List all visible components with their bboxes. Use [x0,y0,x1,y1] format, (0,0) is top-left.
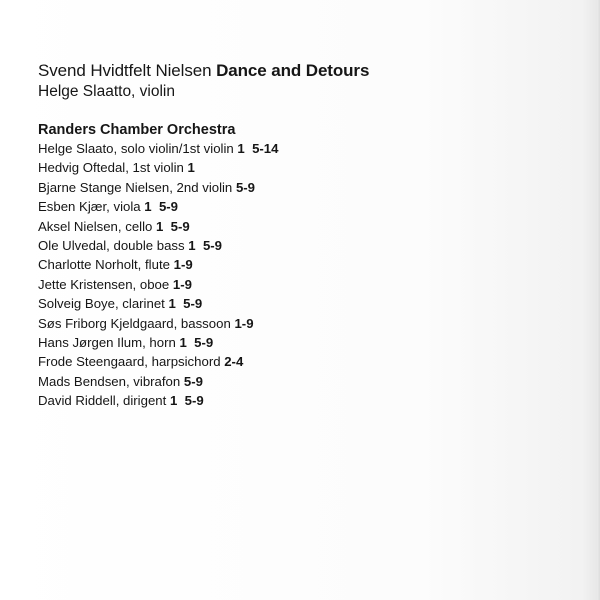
player-role: Aksel Nielsen, cello [38,218,153,234]
player-role: Frode Steengaard, harpsichord [38,354,221,370]
player-role: Charlotte Norholt, flute [38,257,170,273]
ensemble-name: Randers Chamber Orchestra [38,122,236,138]
track-numbers: 5-9 [183,373,203,389]
track-numbers: 1 5-9 [169,393,204,409]
player-role: David Riddell, dirigent [38,393,167,409]
track-numbers: 1 5-9 [168,296,203,312]
list-item [38,217,278,236]
list-item [38,236,278,255]
track-numbers: 1-9 [172,276,192,292]
list-item [38,314,278,333]
track-numbers: 1 5-9 [179,334,214,350]
list-item [38,333,278,352]
track-numbers: 1-9 [234,315,254,331]
track-numbers: 1 5-9 [144,199,179,215]
player-role: Mads Bendsen, vibrafon [38,373,181,389]
player-role: Solveig Boye, clarinet [38,296,165,312]
player-role: Bjarne Stange Nielsen, 2nd violin [38,179,233,195]
title-line [38,60,369,82]
list-item [38,139,278,158]
list-item [38,372,278,391]
track-numbers: 2-4 [224,354,244,370]
list-item [38,294,278,313]
player-role: Ole Ulvedal, double bass [38,237,185,253]
list-item [38,158,278,177]
list-item [38,255,278,274]
player-role: Helge Slaato, solo violin/1st violin [38,141,234,156]
work-title: Dance and Detours [216,61,370,80]
soloist: Helge Slaatto, violin [38,83,175,100]
player-role: Esben Kjær, viola [38,199,141,215]
list-item [38,178,278,197]
player-role: Hedvig Oftedal, 1st violin [38,160,184,176]
roster-list [38,139,278,410]
player-role: Søs Friborg Kjeldgaard, bassoon [38,315,231,331]
player-role: Jette Kristensen, oboe [38,276,170,292]
player-role: Hans Jørgen Ilum, horn [38,334,176,350]
track-numbers: 5-9 [235,179,256,195]
list-item [38,197,278,216]
track-numbers: 1 5-9 [156,218,190,234]
track-numbers: 1-9 [173,257,193,273]
track-numbers: 1 5-14 [237,141,279,156]
track-numbers: 1 [187,160,195,176]
header [38,60,369,102]
list-item [38,275,278,294]
list-item [38,352,278,371]
list-item [38,391,278,410]
composer-name: Svend Hvidtfelt Nielsen [38,61,212,80]
track-numbers: 1 5-9 [188,237,223,253]
